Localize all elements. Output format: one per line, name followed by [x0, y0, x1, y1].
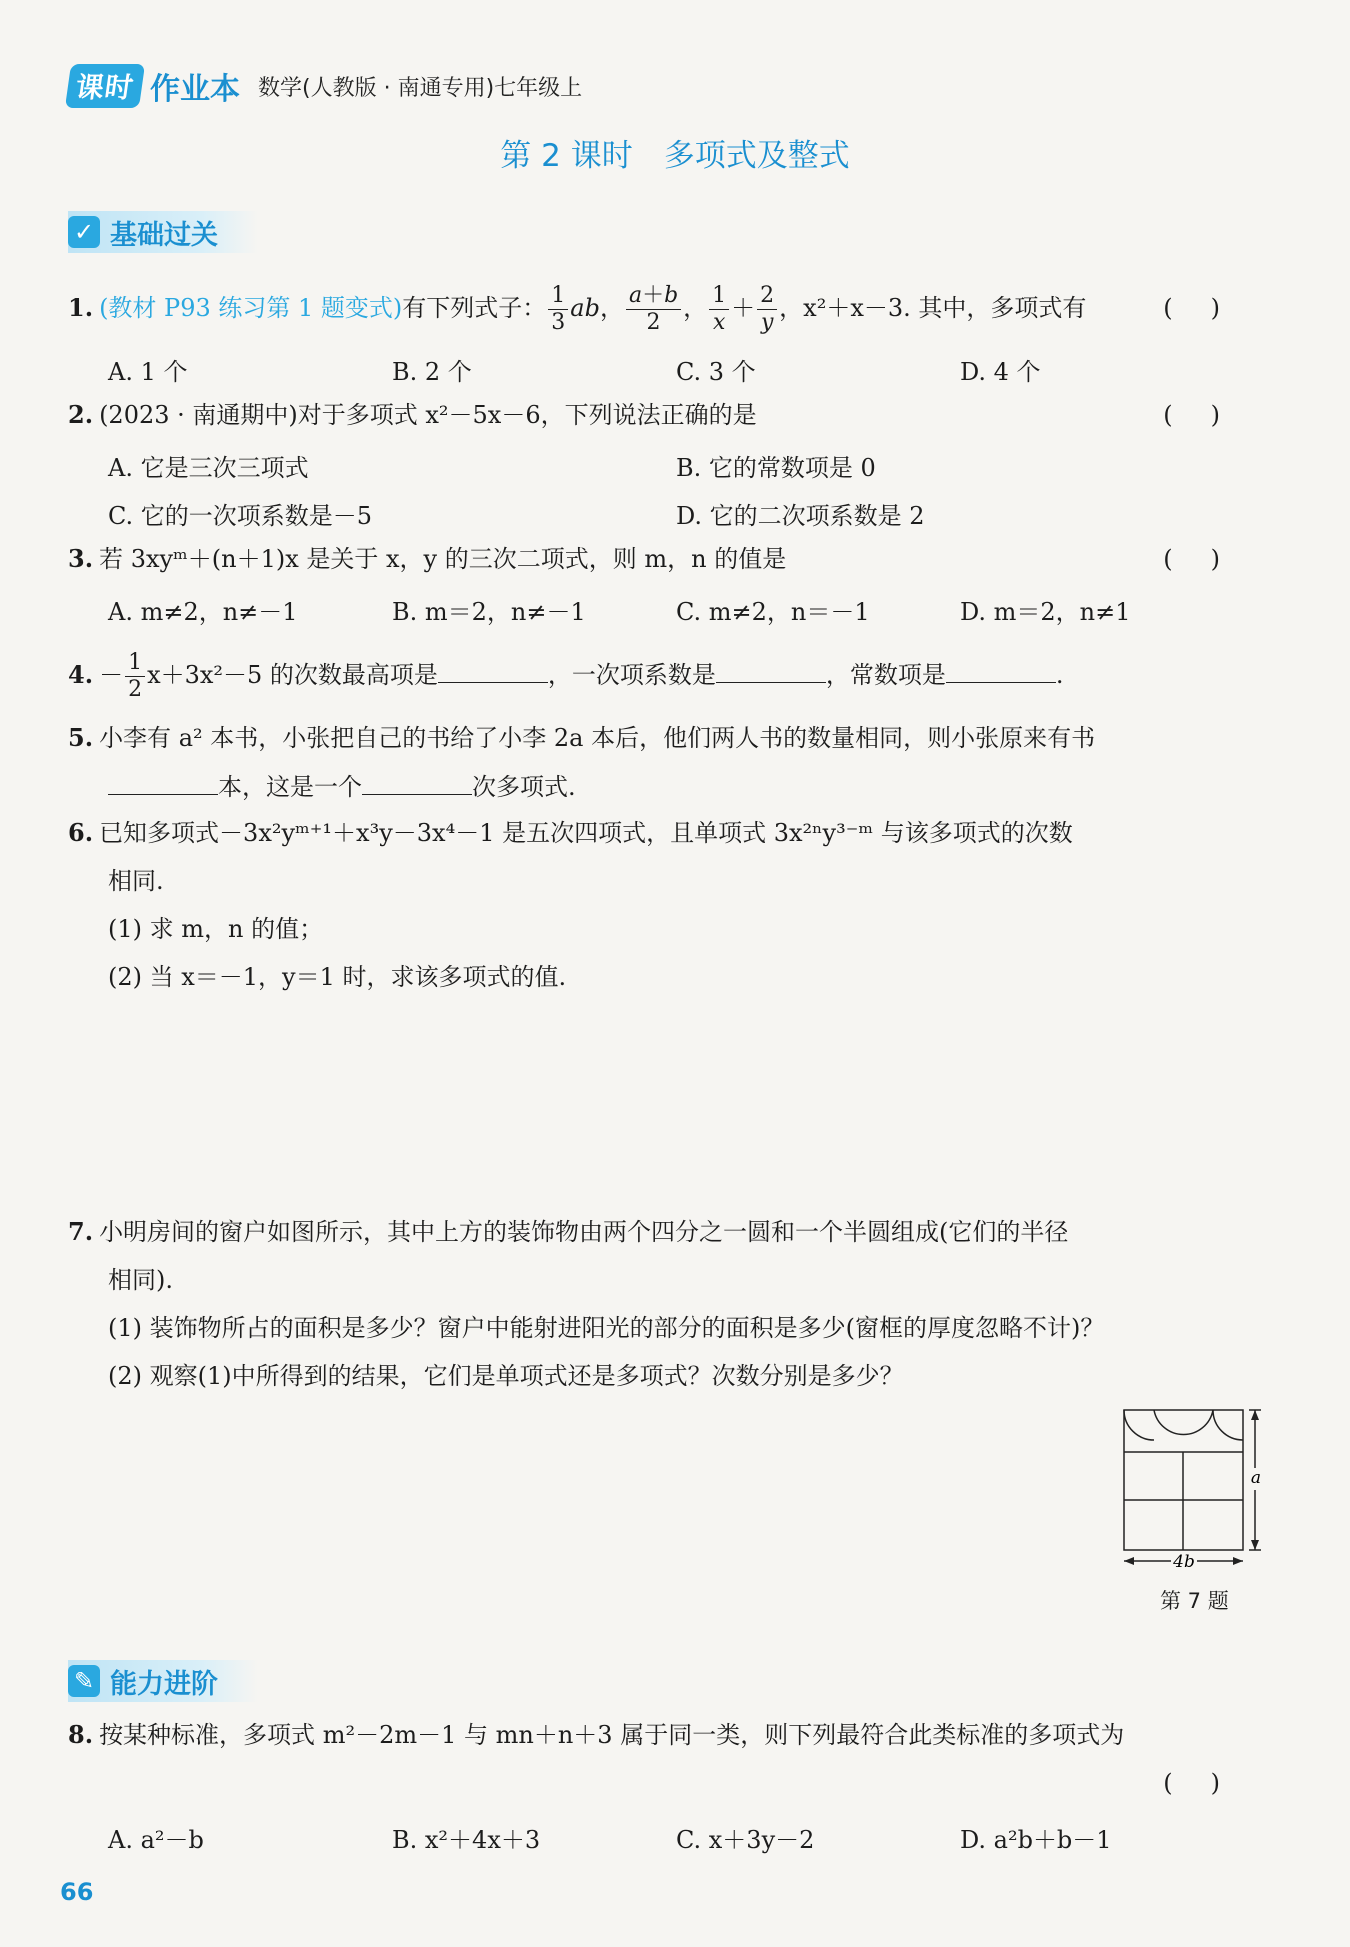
question-source: (教材 P93 练习第 1 题变式)	[99, 294, 403, 322]
section-basic	[68, 211, 258, 253]
question-number: 5.	[68, 723, 94, 752]
fraction-one-half: $\frac{1}{2}$	[125, 650, 145, 703]
question-number: 3.	[68, 544, 94, 573]
question-tail: ，x²＋x－3. 其中，多项式有	[779, 294, 1087, 322]
option-d[interactable]: D. m＝2，n≠1	[960, 598, 1131, 626]
question-6-line-2: 相同.	[108, 867, 164, 895]
question-number: 1.	[68, 293, 94, 322]
q2-options	[108, 448, 1258, 532]
fraction-2-over-y: $\frac{2}{y}$	[757, 283, 777, 336]
q3-options	[108, 592, 1258, 626]
answer-parens[interactable]: ()	[1163, 545, 1258, 573]
fraction-one-third: $\frac{1}{3}$	[548, 283, 568, 336]
question-1: 1. (教材 P93 练习第 1 题变式)有下列式子： $\frac{1}{3}$ ab， $\frac{a+b}{2}$ ， $\frac{1}{x}$ ＋ $\frac{2}{y}$ ，x²＋x－3. 其中，多项式有 ()	[68, 278, 1268, 338]
answer-blank-2[interactable]	[716, 656, 826, 683]
question-text-b: ，一次项系数是	[547, 661, 716, 689]
option-b[interactable]: B. 2 个	[392, 358, 472, 386]
question-7	[68, 1215, 1268, 1249]
question-line-2b: 次多项式.	[472, 773, 576, 801]
header	[68, 66, 582, 106]
option-b[interactable]: B. 它的常数项是 0	[676, 454, 876, 482]
answer-parens[interactable]: ()	[1163, 1769, 1258, 1797]
question-line-1: 小明房间的窗户如图所示，其中上方的装饰物由两个四分之一圆和一个半圆组成(它们的半径	[99, 1218, 1069, 1246]
question-text-c: ，常数项是	[825, 661, 946, 689]
section-advanced	[68, 1660, 258, 1702]
option-a[interactable]: A. m≠2，n≠－1	[108, 598, 298, 626]
option-b[interactable]: B. m＝2，n≠－1	[392, 598, 586, 626]
pencil-icon: ✎	[68, 1665, 100, 1697]
question-text: 若 3xyᵐ＋(n＋1)x 是关于 x，y 的三次二项式，则 m，n 的值是	[99, 545, 787, 573]
answer-parens[interactable]: ()	[1163, 401, 1258, 429]
fraction-a-plus-b-over-2: $\frac{a+b}{2}$	[626, 283, 681, 336]
question-line-1: 小李有 a² 本书，小张把自己的书给了小李 2a 本后，他们两人书的数量相同，则小张原来有书	[99, 724, 1096, 752]
answer-blank-1[interactable]	[108, 768, 218, 795]
option-c[interactable]: C. x＋3y－2	[676, 1826, 815, 1854]
option-d[interactable]: D. 4 个	[960, 358, 1041, 386]
answer-blank-2[interactable]	[362, 768, 472, 795]
question-8	[68, 1718, 1268, 1752]
quarter-circle-right	[1213, 1410, 1243, 1440]
question-2	[68, 398, 1268, 432]
q8-options	[108, 1820, 1258, 1854]
answer-blank-3[interactable]	[946, 656, 1056, 683]
question-7-sub-1: (1) 装饰物所占的面积是多少？窗户中能射进阳光的部分的面积是多少(窗框的厚度忽略不计)？	[108, 1314, 1105, 1342]
brand-logo: 课时	[65, 64, 145, 108]
section-basic-label: 基础过关	[110, 219, 218, 251]
option-c[interactable]: C. 3 个	[676, 358, 756, 386]
check-icon: ✓	[68, 216, 100, 248]
question-number: 4.	[68, 660, 94, 689]
question-6-sub-1: (1) 求 m，n 的值；	[108, 915, 324, 943]
question-number: 2.	[68, 400, 94, 429]
option-d[interactable]: D. a²b＋b－1	[960, 1826, 1112, 1854]
semicircle-middle	[1154, 1410, 1213, 1435]
question-text: 按某种标准，多项式 m²－2m－1 与 mn＋n＋3 属于同一类，则下列最符合此类标准的多项式为	[99, 1721, 1125, 1749]
quarter-circle-left	[1124, 1410, 1154, 1440]
page-number: 66	[60, 1878, 94, 1906]
answer-blank-1[interactable]	[438, 656, 548, 683]
label-a: a	[1250, 1468, 1262, 1488]
option-a[interactable]: A. 1 个	[108, 358, 188, 386]
question-line-1: 已知多项式－3x²yᵐ⁺¹＋x³y－3x⁴－1 是五次四项式，且单项式 3x²ⁿy³⁻ᵐ 与该多项式的次数	[99, 819, 1073, 847]
option-b[interactable]: B. x²＋4x＋3	[392, 1826, 541, 1854]
question-number: 7.	[68, 1217, 94, 1246]
label-4b: 4b	[1173, 1552, 1195, 1572]
question-7-line-2: 相同).	[108, 1266, 173, 1294]
question-4: 4. － $\frac{1}{2}$ x＋3x²－5 的次数最高项是 ，一次项系数是 ，常数项是 .	[68, 650, 1064, 702]
question-number: 6.	[68, 818, 94, 847]
book-subtitle: 数学(人教版 · 南通专用)七年级上	[258, 75, 583, 101]
option-a[interactable]: A. a²－b	[108, 1826, 204, 1854]
window-figure	[1115, 1400, 1275, 1580]
question-5-line-2	[108, 768, 1308, 804]
brand-name: 作业本	[150, 72, 241, 107]
question-3	[68, 542, 1268, 576]
option-c[interactable]: C. m≠2，n＝－1	[676, 598, 870, 626]
section-advanced-label: 能力进阶	[110, 1668, 218, 1700]
lesson-title: 第 2 课时 多项式及整式	[500, 138, 850, 174]
option-a[interactable]: A. 它是三次三项式	[108, 454, 309, 482]
question-lead: 有下列式子：	[402, 294, 547, 322]
question-6-sub-2: (2) 当 x＝－1，y＝1 时，求该多项式的值.	[108, 963, 567, 991]
question-7-sub-2: (2) 观察(1)中所得到的结果，它们是单项式还是多项式？次数分别是多少？	[108, 1362, 904, 1390]
question-6	[68, 816, 1268, 850]
question-text-a: x＋3x²－5 的次数最高项是	[147, 661, 438, 689]
question-text: (2023 · 南通期中)对于多项式 x²－5x－6，下列说法正确的是	[99, 401, 757, 429]
fraction-1-over-x: $\frac{1}{x}$	[709, 283, 729, 336]
answer-parens[interactable]: ()	[1163, 294, 1258, 322]
question-5	[68, 721, 1268, 755]
question-number: 8.	[68, 1720, 94, 1749]
option-c[interactable]: C. 它的一次项系数是－5	[108, 502, 373, 530]
q1-options	[108, 352, 1258, 386]
question-text-d: .	[1055, 661, 1064, 689]
question-8-parens-row	[68, 1766, 1268, 1800]
question-line-2a: 本，这是一个	[218, 773, 362, 801]
option-d[interactable]: D. 它的二次项系数是 2	[676, 502, 925, 530]
figure-caption: 第 7 题	[1160, 1589, 1229, 1613]
